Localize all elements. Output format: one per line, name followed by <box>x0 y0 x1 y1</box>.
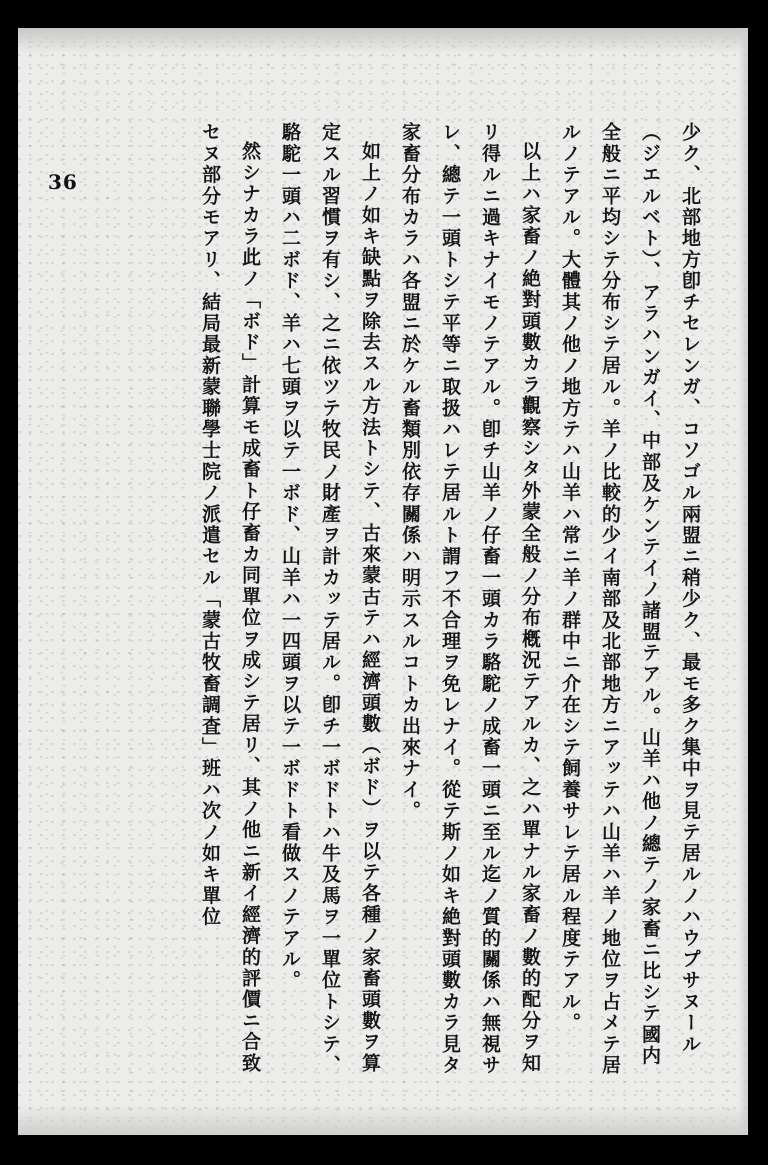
paragraph-bod-units: 如上ノ如キ缺點ヲ除去スル方法トシテ、古來蒙古テハ經濟頭數（ボド）ヲ以テ各種ノ家畜頭數ヲ算定スル習慣ヲ有シ、之ニ依ツテ牧民ノ財產ヲ計カッテ居ル。卽チ一ボドトハ牛及馬ヲ一單位トシテ、駱駝一頭ハ二ボド、羊ハ七頭ヲ以テ一ボド、山羊ハ一四頭ヲ以テ一ボドト看做スノテアル。 <box>279 122 381 1076</box>
paragraph-distribution-summary: 以上ハ家畜ノ絶對頭數カラ觀察シタ外蒙全般ノ分布槪況テアルカ、之ハ單ナル家畜ノ數的配分ヲ知リ得ルニ過キナイモノテアル。卽チ山羊ノ仔畜一頭カラ駱駝ノ成畜一頭ニ至ル迄ノ質的關係ハ無視サレ、總テ一頭トシテ平等ニ取扱ハレテ居ルト謂フ不合理ヲ免レナイ。從テ斯ノ如キ絶對頭數カラ見タ家畜分布カラハ各盟ニ於ケル畜類別依存關係ハ明示スルコトカ出來ナイ。 <box>399 122 541 1076</box>
page-edge-shadow-top <box>18 28 748 54</box>
page-edge-shadow-right <box>738 28 748 1135</box>
vertical-text-body <box>70 122 710 1082</box>
paragraph-bod-critique: 然シナカラ此ノ「ボド」計算モ成畜ト仔畜カ同單位ヲ成シテ居リ、其ノ他ニ新イ經濟的評價ニ合致セヌ部分モアリ、結局最新蒙聯學士院ノ派遣セル「蒙古牧畜調査」班ハ次ノ如キ單位 <box>199 122 261 1074</box>
page-edge-shadow-bottom <box>18 1105 748 1135</box>
book-page <box>18 28 748 1135</box>
paragraph-continuation: 少ク、北部地方卽チセレンガ、コソゴル兩盟ニ稍少ク、最モ多ク集中ヲ見テ居ルノハウプサヌール（ジエルベト）、アラハンガイ、中部及ケンテイノ諸盟テアル。山羊ハ他ノ總テノ家畜ニ比シテ國内全般ニ平均シテ分布シテ居ル。羊ノ比較的少イ南部及北部地方ニアッテハ山羊ハ羊ノ地位ヲ占メテ居ルノテアル。大體其ノ他ノ地方テハ山羊ハ常ニ羊ノ群中ニ介在シテ飼養サレテ居ル程度テアル。 <box>559 122 701 1076</box>
page-number: 36 <box>48 170 78 194</box>
